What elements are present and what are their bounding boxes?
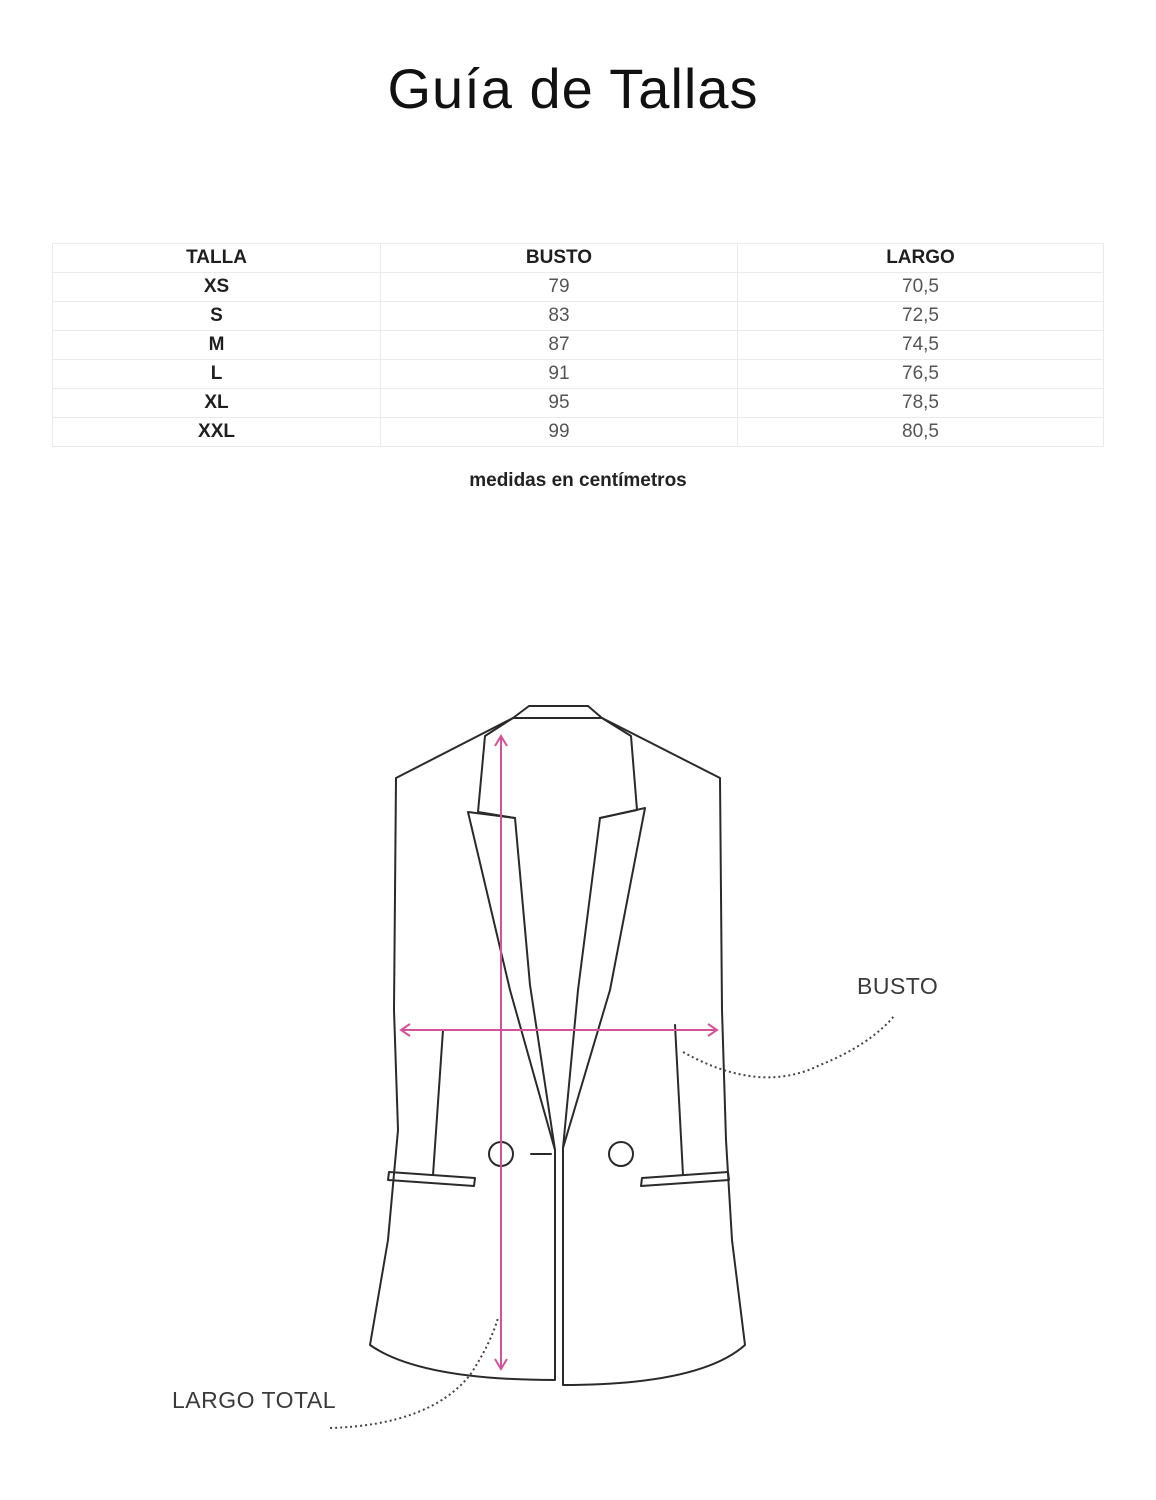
largo-cell: 80,5 (738, 418, 1104, 447)
largo-total-label: LARGO TOTAL (172, 1387, 336, 1413)
size-cell: M (53, 331, 381, 360)
busto-cell: 87 (381, 331, 738, 360)
largo-cell: 78,5 (738, 389, 1104, 418)
header-busto: BUSTO (381, 244, 738, 273)
largo-cell: 74,5 (738, 331, 1104, 360)
busto-label: BUSTO (857, 973, 939, 999)
size-cell: XL (53, 389, 381, 418)
units-note: medidas en centímetros (469, 470, 687, 491)
busto-cell: 83 (381, 302, 738, 331)
size-cell: XS (53, 273, 381, 302)
measure-lines (401, 736, 717, 1369)
vest-outline (370, 706, 745, 1385)
largo-leader-line (330, 1318, 498, 1428)
busto-cell: 99 (381, 418, 738, 447)
busto-leader-line (683, 1015, 895, 1077)
size-cell: L (53, 360, 381, 389)
size-cell: S (53, 302, 381, 331)
size-cell: XXL (53, 418, 381, 447)
busto-cell: 91 (381, 360, 738, 389)
header-largo: LARGO (738, 244, 1104, 273)
largo-cell: 70,5 (738, 273, 1104, 302)
largo-cell: 72,5 (738, 302, 1104, 331)
header-talla: TALLA (53, 244, 381, 273)
page-title: Guía de Tallas (387, 57, 759, 120)
busto-cell: 95 (381, 389, 738, 418)
busto-cell: 79 (381, 273, 738, 302)
largo-cell: 76,5 (738, 360, 1104, 389)
